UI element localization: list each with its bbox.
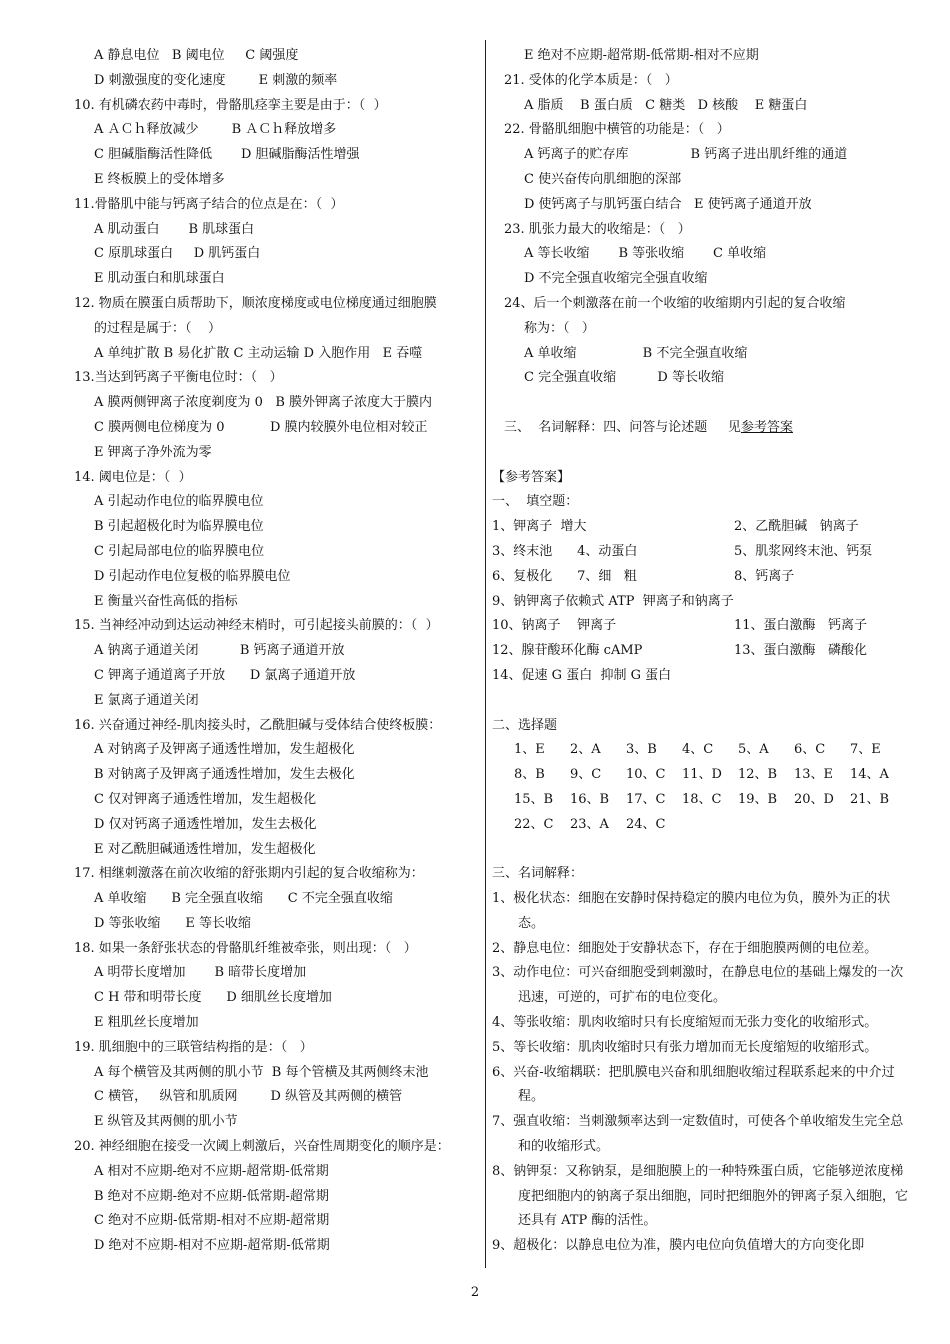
choice-row xyxy=(514,738,912,763)
question-line: A 对钠离子及钾离子通透性增加，发生超极化 xyxy=(94,742,355,758)
question-line: D 刺激强度的变化速度 E 刺激的频率 xyxy=(94,72,338,88)
right-column xyxy=(492,44,912,1259)
section-3-heading: 三、 名词解释：四、问答与论述题 见参考答案 xyxy=(504,419,793,435)
choice-answer: 2、A xyxy=(570,742,601,758)
question-line: E 钾离子净外流为零 xyxy=(94,444,212,460)
choice-answer: 23、A xyxy=(570,816,609,832)
question-line: A 每个横管及其两侧的肌小节 B 每个管横及其两侧终末池 xyxy=(94,1064,429,1080)
question-line: A 单收缩 B 完全强直收缩 C 不完全强直收缩 xyxy=(94,891,393,907)
fill-answer: 8、钙离子 xyxy=(734,568,795,584)
question-line: 20. 神经细胞在接受一次阈上刺激后，兴奋性周期变化的顺序是： xyxy=(74,1139,450,1155)
term-definition: 7、强直收缩：当刺激频率达到一定数值时，可使各个单收缩发生完全总和的收缩形式。 xyxy=(492,1114,904,1155)
question-line: 19. 肌细胞中的三联管结构指的是：（ ） xyxy=(74,1039,313,1055)
question-line: 12. 物质在膜蛋白质帮助下，顺浓度梯度或电位梯度通过细胞膜 xyxy=(74,295,437,311)
choice-answer: 4、C xyxy=(682,742,714,758)
question-line: C 使兴奋传向肌细胞的深部 xyxy=(524,171,682,187)
question-line: A 单收缩 B 不完全强直收缩 xyxy=(524,345,748,361)
question-line: 21. 受体的化学本质是：（ ） xyxy=(504,72,678,88)
fill-answer: 10、钠离子 钾离子 xyxy=(492,618,617,634)
fill-answer: 12、腺苷酸环化酶 cAMP xyxy=(492,643,643,659)
page-number: 2 xyxy=(470,1285,480,1300)
question-line: E 肌动蛋白和肌球蛋白 xyxy=(94,271,225,287)
question-line: C 原肌球蛋白 D 肌钙蛋白 xyxy=(94,246,261,262)
fill-answer-row xyxy=(492,590,912,615)
fill-answer: 14、促速 G 蛋白 抑制 G 蛋白 xyxy=(492,667,672,683)
choice-answer: 24、C xyxy=(626,816,666,832)
term-definition: 8、钠钾泵：又称钠泵，是细胞膜上的一种特殊蛋白质，它能够逆浓度梯度把细胞内的钠离子泵出细胞，同时把细胞外的钾离子泵入细胞，它还具有 ATP 酶的活性。 xyxy=(492,1163,909,1229)
fill-answer: 6、复极化 7、细 粗 xyxy=(492,568,637,584)
fill-blank-title: 一、 填空题： xyxy=(492,494,579,510)
question-line: C 横管， 纵管和肌质网 D 纵管及其两侧的横管 xyxy=(94,1089,403,1105)
question-line: C 绝对不应期-低常期-相对不应期-超常期 xyxy=(94,1213,330,1229)
fill-answer-row xyxy=(492,664,912,689)
question-line: C H 带和明带长度 D 细肌丝长度增加 xyxy=(94,990,332,1006)
question-line: E 纵管及其两侧的肌小节 xyxy=(94,1114,238,1130)
choice-answer: 1、E xyxy=(514,742,545,758)
fill-answer: 9、钠钾离子依赖式 ATP 钾离子和钠离子 xyxy=(492,593,734,609)
choice-answer: 10、C xyxy=(626,767,666,783)
choice-row xyxy=(514,813,912,838)
questions-continued xyxy=(492,44,912,391)
question-line: C 引起局部电位的临界膜电位 xyxy=(94,543,265,559)
choice-title: 二、选择题 xyxy=(492,717,558,733)
fill-answer: 11、蛋白激酶 钙离子 xyxy=(734,618,867,634)
question-line: 23. 肌张力最大的收缩是：（ ） xyxy=(504,221,691,237)
choice-answer: 6、C xyxy=(794,742,826,758)
question-line: C 仅对钾离子通透性增加，发生超极化 xyxy=(94,791,317,807)
fill-answer-row xyxy=(492,614,912,639)
question-line: D 绝对不应期-相对不应期-超常期-低常期 xyxy=(94,1238,330,1254)
question-line: A 明带长度增加 B 暗带长度增加 xyxy=(94,965,307,981)
fill-answer-row xyxy=(492,565,912,590)
choice-answer: 7、E xyxy=(850,742,881,758)
question-line: 22. 骨骼肌细胞中横管的功能是：（ ） xyxy=(504,122,730,138)
question-line: A 脂质 B 蛋白质 C 糖类 D 核酸 E 糖蛋白 xyxy=(524,97,808,113)
choice-answer: 5、A xyxy=(738,742,769,758)
left-column xyxy=(62,44,474,1259)
choice-answer: 17、C xyxy=(626,791,666,807)
choice-answer: 13、E xyxy=(794,767,834,783)
choice-answer: 18、C xyxy=(682,791,722,807)
choice-answer: 16、B xyxy=(570,791,610,807)
question-line: A 肌动蛋白 B 肌球蛋白 xyxy=(94,221,255,237)
question-line: A 钠离子通道关闭 B 钙离子通道开放 xyxy=(94,643,345,659)
choice-answers xyxy=(492,738,912,837)
question-line: D 使钙离子与肌钙蛋白结合 E 使钙离子通道开放 xyxy=(524,196,812,212)
choice-answer: 19、B xyxy=(738,791,778,807)
question-line: A 单纯扩散 B 易化扩散 C 主动运输 D 入胞作用 E 吞噬 xyxy=(94,345,423,361)
column-divider xyxy=(485,40,486,1268)
question-line: 13.当达到钙离子平衡电位时：（ ） xyxy=(74,370,283,386)
fill-blank-answers xyxy=(492,515,912,689)
question-line: D 引起动作电位复极的临界膜电位 xyxy=(94,568,291,584)
question-line: 称为：（ ） xyxy=(524,320,595,336)
fill-answer-row xyxy=(492,540,912,565)
question-line: C 钾离子通道离子开放 D 氯离子通道开放 xyxy=(94,667,356,683)
choice-row xyxy=(514,788,912,813)
question-line: E 衡量兴奋性高低的指标 xyxy=(94,593,238,609)
question-line: 16. 兴奋通过神经-肌肉接头时，乙酰胆碱与受体结合使终板膜： xyxy=(74,717,442,733)
question-line: 15. 当神经冲动到达运动神经末梢时，可引起接头前膜的：（ ） xyxy=(74,618,439,634)
term-definitions xyxy=(492,887,912,1259)
question-line: C 膜两侧电位梯度为 0 D 膜内较膜外电位相对较正 xyxy=(94,419,428,435)
question-line: 10. 有机磷农药中毒时，骨骼肌痉挛主要是由于：（ ） xyxy=(74,97,387,113)
fill-answer: 5、肌浆网终末池、钙泵 xyxy=(734,543,873,559)
question-line: C 胆碱脂酶活性降低 D 胆碱脂酶活性增强 xyxy=(94,147,360,163)
term-definition: 6、兴奋-收缩耦联：把肌膜电兴奋和肌细胞收缩过程联系起来的中介过程。 xyxy=(492,1064,895,1105)
question-line: E 绝对不应期-超常期-低常期-相对不应期 xyxy=(524,48,759,63)
question-line: A 膜两侧钾离子浓度剃度为 0 B 膜外钾离子浓度大于膜内 xyxy=(94,395,433,411)
question-line: C 完全强直收缩 D 等长收缩 xyxy=(524,370,724,386)
question-line: E 粗肌丝长度增加 xyxy=(94,1015,199,1031)
fill-answer-row xyxy=(492,515,912,540)
question-line: 24、后一个刺激落在前一个收缩的收缩期内引起的复合收缩 xyxy=(504,295,846,311)
term-definition: 4、等张收缩：肌肉收缩时只有长度缩短而无张力变化的收缩形式。 xyxy=(492,1015,878,1031)
reference-answer-link[interactable]: 参考答案 xyxy=(740,419,793,435)
choice-answer: 3、B xyxy=(626,742,657,758)
choice-answer: 22、C xyxy=(514,816,554,832)
term-definition: 5、等长收缩：肌肉收缩时只有张力增加而无长度缩短的收缩形式。 xyxy=(492,1039,878,1055)
terms-title: 三、名词解释： xyxy=(492,866,584,882)
fill-answer-row xyxy=(492,639,912,664)
fill-answer: 2、乙酰胆碱 钠离子 xyxy=(734,519,859,535)
question-line: D 不完全强直收缩完全强直收缩 xyxy=(524,271,708,287)
question-line: A 静息电位 B 阈电位 C 阈强度 xyxy=(94,48,299,63)
fill-answer: 1、钾离子 增大 xyxy=(492,519,587,535)
choice-answer: 8、B xyxy=(514,767,545,783)
term-definition: 3、动作电位：可兴奋细胞受到刺激时，在静息电位的基础上爆发的一次迅速，可逆的，可扩布的电位变化。 xyxy=(492,965,904,1006)
question-line: E 对乙酰胆碱通透性增加，发生超极化 xyxy=(94,841,316,857)
question-line: 的过程是属于：（ ） xyxy=(94,320,222,336)
choice-answer: 14、A xyxy=(850,767,889,783)
fill-answer: 3、终末池 4、动蛋白 xyxy=(492,543,638,559)
question-line: A 钙离子的贮存库 B 钙离子进出肌纤维的通道 xyxy=(524,147,848,163)
term-definition: 1、极化状态：细胞在安静时保持稳定的膜内电位为负，膜外为正的状态。 xyxy=(492,891,891,931)
term-definition: 9、超极化：以静息电位为准，膜内电位向负值增大的方向变化即 xyxy=(492,1238,865,1254)
question-line: 17. 相继刺激落在前次收缩的舒张期内引起的复合收缩称为： xyxy=(74,866,424,882)
question-line: 14. 阈电位是：（ ） xyxy=(74,469,192,485)
question-line: 11.骨骼肌中能与钙离子结合的位点是在：（ ） xyxy=(74,196,344,212)
choice-answer: 20、D xyxy=(794,791,834,807)
question-line: E 终板膜上的受体增多 xyxy=(94,171,225,187)
question-line: A 引起动作电位的临界膜电位 xyxy=(94,494,264,510)
term-definition: 2、静息电位：细胞处于安静状态下，存在于细胞膜两侧的电位差。 xyxy=(492,940,878,956)
choice-answer: 21、B xyxy=(850,791,890,807)
reference-answers-title: 【参考答案】 xyxy=(492,469,571,485)
question-line: A 相对不应期-绝对不应期-超常期-低常期 xyxy=(94,1163,329,1179)
question-line: A 等长收缩 B 等张收缩 C 单收缩 xyxy=(524,246,767,262)
question-line: D 等张收缩 E 等长收缩 xyxy=(94,915,251,931)
choice-answer: 12、B xyxy=(738,767,778,783)
choice-answer: 15、B xyxy=(514,791,554,807)
question-line: 18. 如果一条舒张状态的骨骼肌纤维被牵张，则出现：（ ） xyxy=(74,940,417,956)
choice-answer: 9、C xyxy=(570,767,602,783)
question-line: E 氯离子通道关闭 xyxy=(94,692,199,708)
choice-row xyxy=(514,763,912,788)
choice-answer: 11、D xyxy=(682,767,722,783)
fill-answer: 13、蛋白激酶 磷酸化 xyxy=(734,643,867,659)
question-line: B 引起超极化时为临界膜电位 xyxy=(94,519,264,535)
question-line: B 对钠离子及钾离子通透性增加，发生去极化 xyxy=(94,767,355,783)
question-line: B 绝对不应期-绝对不应期-低常期-超常期 xyxy=(94,1188,329,1204)
question-line: A ＡＣｈ释放减少 B ＡＣｈ释放增多 xyxy=(94,122,337,138)
question-line: D 仅对钙离子通透性增加，发生去极化 xyxy=(94,816,317,832)
